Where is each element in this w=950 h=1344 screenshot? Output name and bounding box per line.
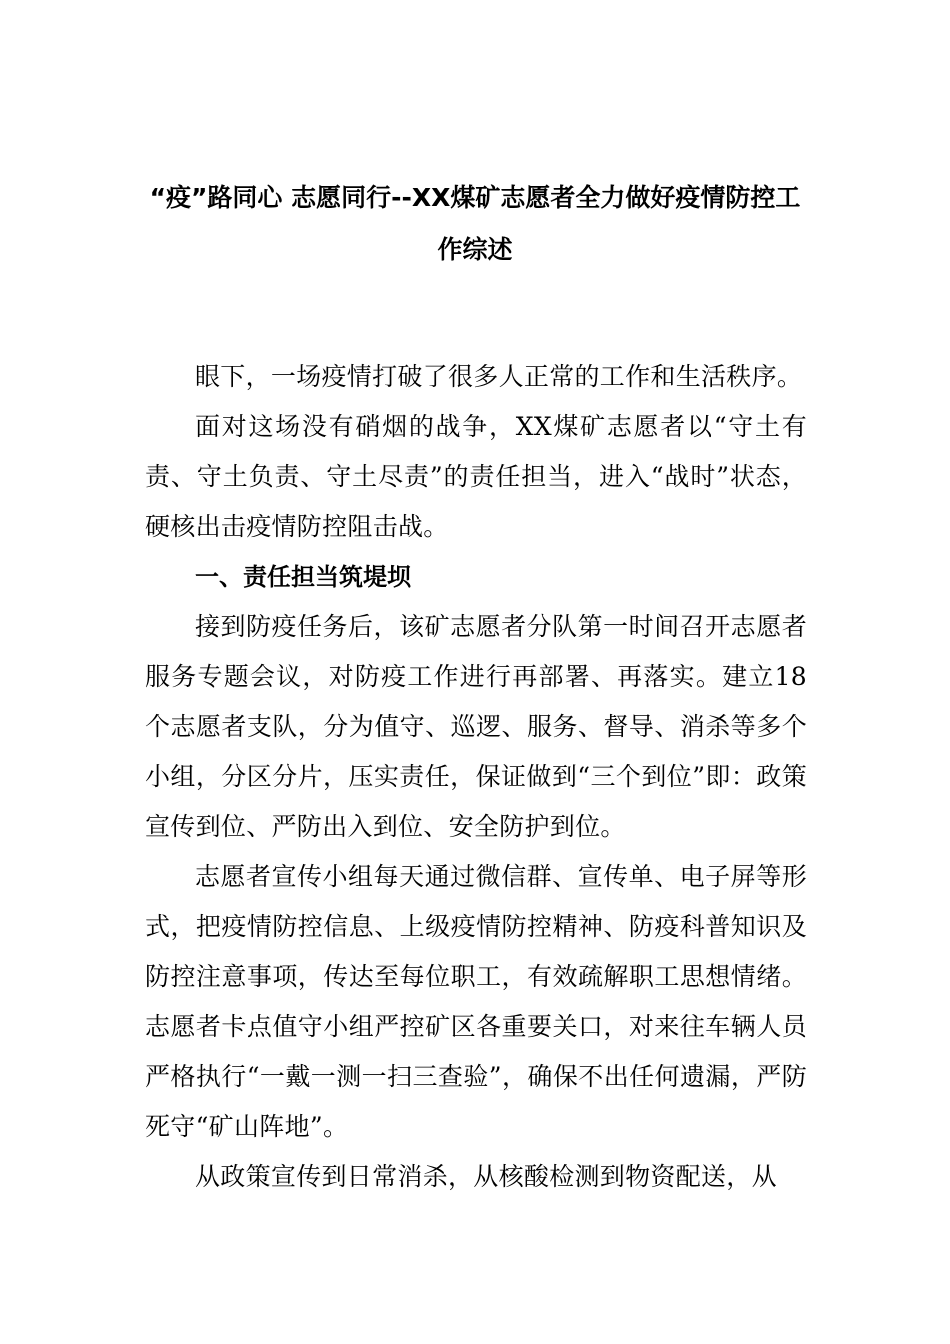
section1-paragraph-3: 从政策宣传到日常消杀，从核酸检测到物资配送，从 — [195, 1162, 777, 1191]
section1-paragraph-1: 接到防疫任务后，该矿志愿者分队第一时间召开志愿者服务专题会议，对防疫工作进行再部署、再落实。建立18个志愿者支队，分为值守、巡逻、服务、督导、消杀等多个小组，分区分片，压实责任，保证做到“三个到位”即：政策宣传到位、严防出入到位、安全防护到位。 — [145, 612, 807, 841]
paragraph-intro-2: 面对这场没有硝烟的战争，XX煤矿志愿者以“守土有责、守土负责、守土尽责”的责任担当，进入“战时”状态，硬核出击疫情防控阻击战。 — [145, 412, 807, 541]
paragraph-intro-1: 眼下，一场疫情打破了很多人正常的工作和生活秩序。 — [195, 362, 803, 391]
document-title — [120, 172, 830, 276]
document-body — [145, 352, 807, 1202]
title-line-2: 作综述 — [437, 235, 513, 264]
section-heading-1: 一、责任担当筑堤坝 — [195, 563, 411, 591]
title-line-1: “疫”路同心 志愿同行--XX煤矿志愿者全力做好疫情防控工 — [149, 183, 801, 212]
section1-paragraph-2: 志愿者宣传小组每天通过微信群、宣传单、电子屏等形式，把疫情防控信息、上级疫情防控精神、防疫科普知识及防控注意事项，传达至每位职工，有效疏解职工思想情绪。志愿者卡点值守小组严控矿区各重要关口，对来往车辆人员严格执行“一戴一测一扫三查验”，确保不出任何遗漏，严防死守“矿山阵地”。 — [145, 862, 807, 1141]
